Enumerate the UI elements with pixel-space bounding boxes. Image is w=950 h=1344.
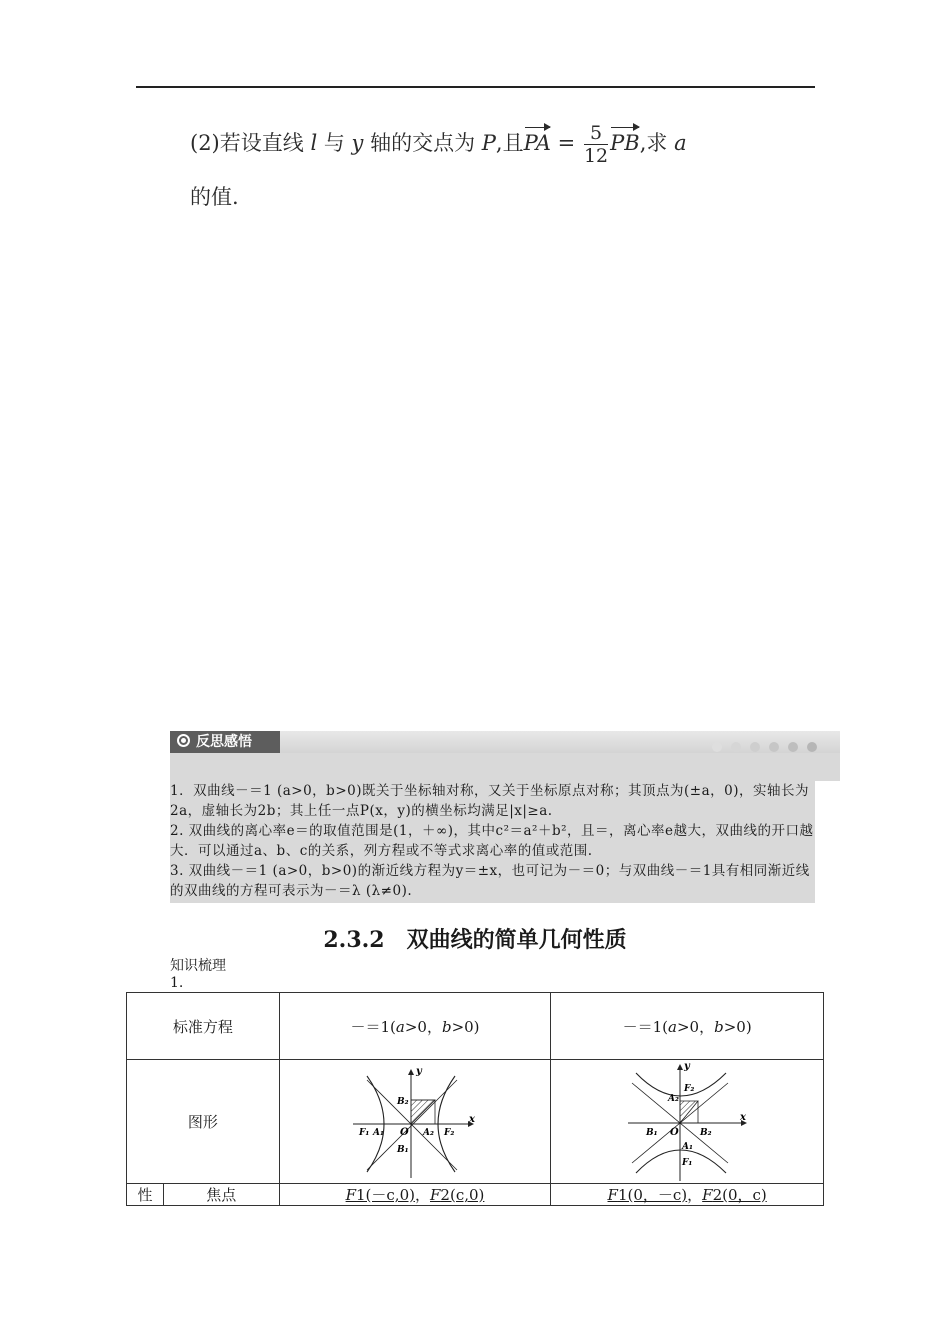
focus2-F [430,1186,484,1204]
focus-horizontal [279,1184,551,1206]
eq1-b: b [441,1017,452,1036]
vector-PB: PB [610,131,640,155]
target-icon [177,734,190,747]
focus-label: 焦点 [163,1184,279,1206]
dot-icon [788,742,798,752]
focus2-F-vertical [702,1186,767,1204]
decorative-dots [712,737,826,747]
upper-branch [636,1073,726,1096]
eq2-b: b [714,1017,724,1036]
eq1-mid: >0， [404,1017,442,1036]
std-eq-vertical [551,993,824,1060]
f1-c: ， [414,1186,430,1204]
section-title: 2.3.2 双曲线的简单几何性质 [323,927,627,953]
row-focus [127,1184,824,1206]
label-O: O [670,1126,679,1138]
label-y: y [416,1065,422,1077]
hatched-triangle [411,1100,435,1124]
label-F1: F₁ [682,1157,693,1168]
question-text-c: 轴的交点为 [370,131,476,155]
vector-PA: PA [523,131,551,155]
question-line-1 [190,122,687,167]
item-number: 1. [170,975,184,991]
dot-icon [712,742,722,752]
fraction-numerator: 5 [584,122,608,145]
question-text-b: 与 [323,131,345,155]
summary-paragraph-3: 3. 双曲线－＝1 (a>0，b>0)的渐近线方程为y＝±x，也可记为－＝0；与双曲线－＝1具有相同渐近线的双曲线的方程可表示为－＝λ (λ≠0). [170,863,810,899]
reflection-tag-label: 反思感悟 [196,734,252,750]
std-eq-label: 标准方程 [127,993,280,1060]
eq1-a: a [395,1017,405,1036]
question-text-e: ,求 [639,131,668,155]
eq2-suffix: >0) [723,1017,752,1036]
hyperbola-vertical-figure [622,1061,752,1183]
lower-branch [636,1150,726,1173]
f2-d: F [702,1186,713,1204]
reflection-tag [170,731,280,753]
summary-paragraph-2: 2. 双曲线的离心率e＝的取值范围是(1，＋∞)，其中c²＝a²＋b²，且＝，离心率e越大，双曲线的开口越大．可以通过a、b、c的关系，列方程或不等式求离心率的值或范围. [170,823,814,859]
dot-icon [769,742,779,752]
f1-e: 2(c,0) [440,1186,485,1204]
graph-horizontal-cell [279,1060,551,1184]
focus-vertical [551,1184,824,1206]
var-l: l [310,131,318,155]
reflection-spacer-box [170,753,840,781]
row-standard-equation [127,993,824,1060]
hatched-triangle [680,1101,698,1123]
hyperbola-properties-table [126,992,824,1206]
label-B2: B₂ [397,1096,409,1107]
label-B1: B₁ [646,1127,658,1138]
focus1-F-vertical [608,1186,688,1204]
question-label: (2) [190,131,220,155]
reflection-summary [170,781,815,903]
label-B1: B₁ [397,1144,409,1155]
f1-b: 1(－c,0) [356,1186,415,1204]
dot-icon [807,742,817,752]
label-B2: B₂ [700,1127,712,1138]
label-x: x [469,1113,475,1125]
dot-icon [731,742,741,752]
label-A2: A₂ [423,1127,434,1138]
question-text-a: 若设直线 [219,131,304,155]
row-graph [127,1060,824,1184]
summary-paragraph-1: 1．双曲线－＝1 (a>0，b>0)既关于坐标轴对称，又关于坐标原点对称；其顶点为(±a，0)，实轴长为2a，虚轴长为2b；其上任一点P(x，y)的横坐标均满足|x|≥a. [170,783,809,819]
fraction-5-12 [584,122,608,167]
label-y: y [684,1060,690,1072]
equals-sign: = [557,131,576,155]
label-A2: A₂ [668,1093,680,1104]
eq2-a: a [668,1017,677,1036]
knowledge-heading: 知识梳理 [170,958,226,974]
question-line-2: 的值. [190,185,239,209]
top-rule [136,86,815,88]
label-F1: F₁ [359,1127,370,1138]
label-O: O [400,1126,409,1138]
property-label: 性 [127,1184,164,1206]
f2-b: 1(0，－c) [617,1186,688,1204]
graph-label: 图形 [127,1060,280,1184]
std-eq-horizontal [279,993,551,1060]
focus1-F [346,1186,415,1204]
f1-a: F [345,1186,357,1204]
f2-e: 2(0，c) [712,1186,767,1204]
eq1-suffix: >0) [451,1017,480,1036]
f2-c: ， [687,1186,703,1204]
eq2-mid: >0， [676,1017,715,1036]
graph-vertical-cell [551,1060,824,1184]
var-y: y [351,131,364,155]
var-P: P [481,131,496,155]
var-a: a [674,131,687,155]
question-text-d: ,且 [495,131,524,155]
dot-icon [750,742,760,752]
fraction-denominator: 12 [583,145,609,167]
label-A1: A₁ [373,1127,384,1138]
label-F2: F₂ [684,1083,695,1094]
label-x: x [740,1111,747,1123]
f1-d: F [430,1186,441,1204]
eq2-prefix: －＝1( [622,1017,669,1036]
label-A1: A₁ [682,1141,694,1152]
f2-a: F [607,1186,618,1204]
hyperbola-horizontal-figure [345,1064,485,1180]
eq1-prefix: －＝1( [350,1017,396,1036]
label-F2: F₂ [444,1127,455,1138]
